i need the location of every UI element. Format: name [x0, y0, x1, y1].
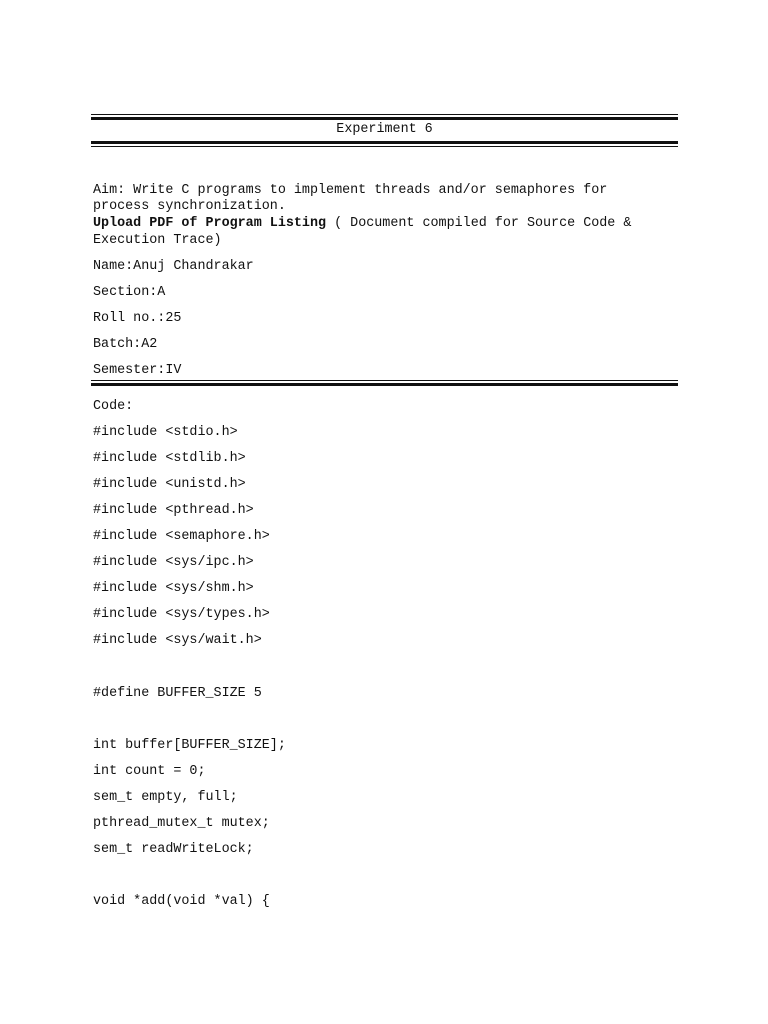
- code-line: #include <pthread.h>: [93, 503, 254, 518]
- code-line: int buffer[BUFFER_SIZE];: [93, 738, 286, 753]
- code-line: #include <unistd.h>: [93, 477, 246, 492]
- student-name: Name:Anuj Chandrakar: [93, 259, 254, 274]
- code-line: int count = 0;: [93, 764, 206, 779]
- upload-description: ( Document compiled for Source Code &: [326, 216, 632, 231]
- code-line: #include <semaphore.h>: [93, 529, 270, 544]
- code-line: #include <sys/ipc.h>: [93, 555, 254, 570]
- section-divider-rule: [91, 380, 678, 388]
- aim-line-2: process synchronization.: [93, 199, 286, 214]
- code-line: #include <sys/types.h>: [93, 607, 270, 622]
- student-semester: Semester:IV: [93, 363, 182, 378]
- header-bottom-rule: [91, 141, 678, 149]
- code-line: sem_t empty, full;: [93, 790, 238, 805]
- code-label: Code:: [93, 399, 134, 414]
- page-title: Experiment 6: [336, 122, 433, 137]
- student-roll: Roll no.:25: [93, 311, 182, 326]
- code-line: sem_t readWriteLock;: [93, 842, 254, 857]
- code-line: #define BUFFER_SIZE 5: [93, 686, 262, 701]
- student-section: Section:A: [93, 285, 166, 300]
- upload-bold-label: Upload PDF of Program Listing: [93, 216, 327, 231]
- aim-line-1: Aim: Write C programs to implement threads and/or semaphores for: [93, 183, 608, 198]
- upload-line-2: Execution Trace): [93, 233, 222, 248]
- code-line: #include <stdlib.h>: [93, 451, 246, 466]
- header-top-rule: [91, 114, 678, 122]
- code-line: void *add(void *val) {: [93, 894, 270, 909]
- code-line: #include <sys/shm.h>: [93, 581, 254, 596]
- code-line: #include <stdio.h>: [93, 425, 238, 440]
- code-line: #include <sys/wait.h>: [93, 633, 262, 648]
- upload-line-1: [93, 216, 631, 232]
- code-line: pthread_mutex_t mutex;: [93, 816, 270, 831]
- student-batch: Batch:A2: [93, 337, 158, 352]
